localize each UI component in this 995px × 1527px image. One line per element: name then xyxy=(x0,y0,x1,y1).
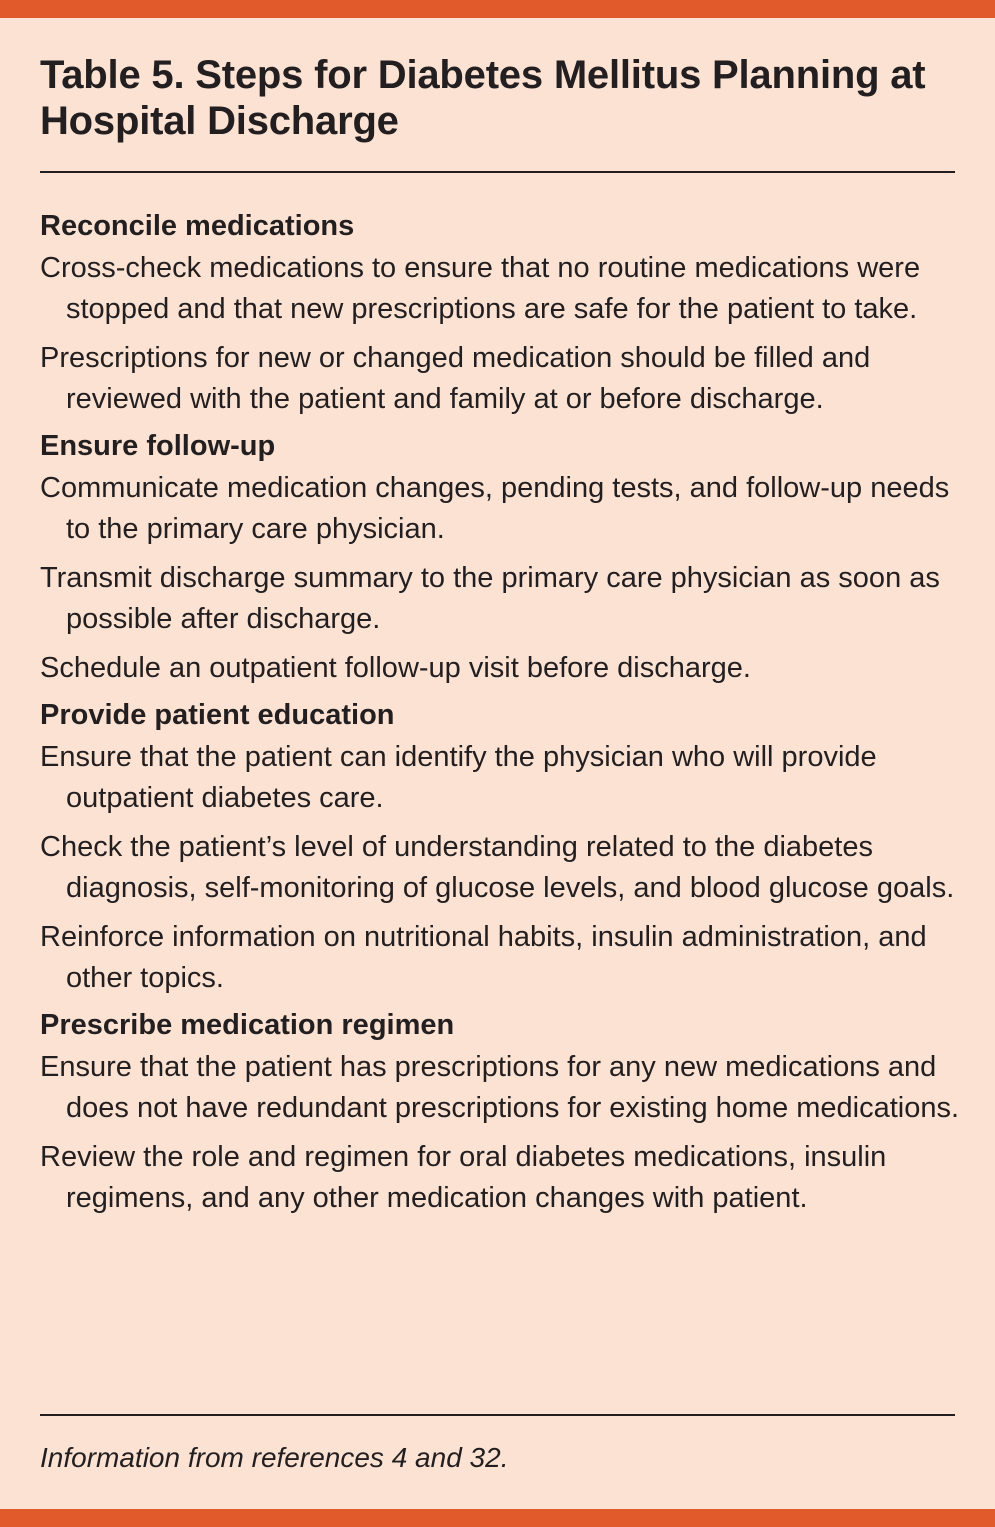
section-heading: Provide patient education xyxy=(40,699,395,731)
section-ensure-follow-up xyxy=(40,424,960,689)
section-heading: Ensure follow-up xyxy=(40,430,276,462)
list-item: Check the patient’s level of understanding related to the diabetes diagnosis, self-monitoring of glucose levels, and blood glucose goals. xyxy=(40,831,955,904)
section-provide-patient-education xyxy=(40,693,960,999)
list-item: Prescriptions for new or changed medication should be filled and reviewed with the patient and family at or before discharge. xyxy=(40,342,871,415)
list-item: Reinforce information on nutritional habits, insulin administration, and other topics. xyxy=(40,921,927,994)
section-heading: Reconcile medications xyxy=(40,210,355,242)
table-body xyxy=(40,204,960,1223)
top-divider xyxy=(40,171,955,173)
bottom-divider xyxy=(40,1414,955,1416)
bottom-accent-bar xyxy=(0,1509,995,1527)
list-item: Ensure that the patient has prescriptions for any new medications and does not have redundant prescriptions for existing home medications. xyxy=(40,1051,960,1124)
list-item: Cross-check medications to ensure that no routine medications were stopped and that new prescriptions are safe for the patient to take. xyxy=(40,252,921,325)
section-heading: Prescribe medication regimen xyxy=(40,1009,455,1041)
list-item: Ensure that the patient can identify the physician who will provide outpatient diabetes care. xyxy=(40,741,877,814)
list-item: Review the role and regimen for oral diabetes medications, insulin regimens, and any other medication changes with patient. xyxy=(40,1141,887,1214)
top-accent-bar xyxy=(0,0,995,18)
section-prescribe-medication-regimen xyxy=(40,1003,960,1219)
list-item: Transmit discharge summary to the primary care physician as soon as possible after discharge. xyxy=(40,562,940,635)
table-title: Table 5. Steps for Diabetes Mellitus Planning at Hospital Discharge xyxy=(40,53,926,143)
section-reconcile-medications xyxy=(40,204,960,420)
list-item: Communicate medication changes, pending tests, and follow-up needs to the primary care physician. xyxy=(40,472,950,545)
list-item: Schedule an outpatient follow-up visit before discharge. xyxy=(40,652,751,684)
footnote: Information from references 4 and 32. xyxy=(40,1442,509,1473)
